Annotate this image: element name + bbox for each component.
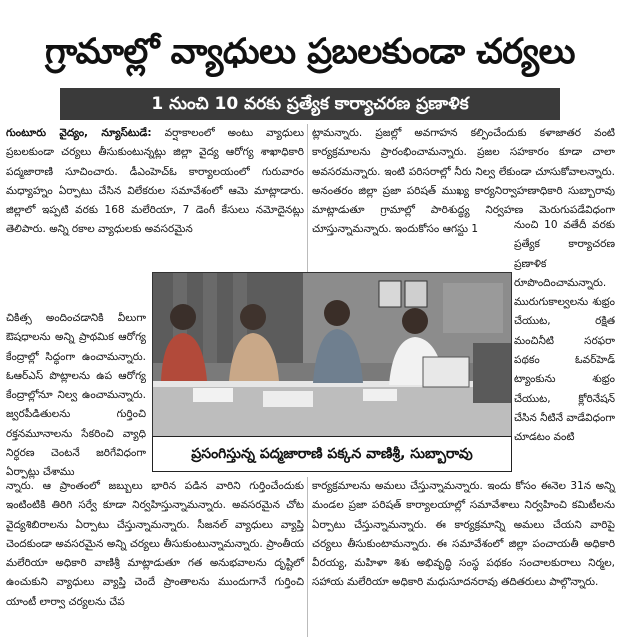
- headline: గ్రామాల్లో వ్యాధులు ప్రబలకుండా చర్యలు: [44, 32, 576, 72]
- article-right-narrow-column: [514, 216, 615, 476]
- photo-caption: ప్రసంగిస్తున్న పద్మజారాణి పక్కన వాణిశ్రీ, సుబ్బారావు: [152, 436, 512, 472]
- article-left-narrow-column: [6, 309, 146, 479]
- lead-text: వర్షాకాలంలో అంటు వ్యాధులు ప్రబలకుండా చర్యలు తీసుకుంటున్నట్లు జిల్లా వైద్య ఆరోగ్య శాఖాధికారి పద్మజారాణి సూచించారు. డీఎంహెచ్‌ఓ కార్యాలయంలో గురువారం మధ్యాహ్నం ఏర్పాటు చేసిన విలేకరుల సమావేశంలో ఆమె మాట్లాడారు. జిల్లాలో ఇప్పటి వరకు 168 మలేరియా, 7 డెంగీ కేసులు నమోదైనట్లు తెలిపారు. అన్ని రకాల వ్యాధులకు అవసరమైన: [6, 127, 304, 236]
- article-right-column: [312, 124, 615, 236]
- bottom-right-text: కార్యక్రమాలను అమలు చేస్తున్నామన్నారు. ఇందు కోసం ఈనెల 31న అన్ని మండల ప్రజా పరిషత్‌ కార్యాలయాల్లో సమావేశాలు నిర్వహించి కమిటీలను ఏర్పాటు చేస్తున్నామన్నారు. ఈ కార్యక్రమాన్ని అమలు చేయని వారిపై చర్యలు తీసుకుంటామన్నారు. ఈ సమావేశంలో జిల్లా పంచాయతీ అధికారి వీరయ్య, మహిళా శిశు అభివృద్ధి సంస్థ పథకం సంచాలకురాలు నిర్మల, సహాయ మలేరియా అధికారి మధుసూదనరావు తదితరులు పాల్గొన్నారు.: [312, 480, 615, 589]
- subheadline-band: 1 నుంచి 10 వరకు ప్రత్యేక కార్యాచరణ ప్రణాళిక: [60, 88, 560, 120]
- article-bottom-right-column: [312, 477, 615, 637]
- column-divider: [307, 477, 308, 637]
- right-narrow-text: నుంచి 10 వతేదీ వరకు ప్రత్యేక కార్యాచరణ ప్రణాళిక రూపొందించామన్నారు. మురుగుకాల్వలను శుభ్రం చేయుట, రక్షిత మంచినీటి సరఫరా పథకం ఓవర్‌హెడ్‌ ట్యాంకును శుభ్రం చేయుట, క్లోరినేషన్‌ చేసిన నీటినే వాడేవిధంగా చూడటం వంటి: [514, 219, 615, 444]
- article-bottom-left-column: [6, 477, 304, 637]
- column-divider: [307, 124, 308, 272]
- right-top-text: ట్లామన్నారు. ప్రజల్లో అవగాహన కల్పించేందుకు కళాజాతర వంటి కార్యక్రమాలను ప్రారంభించామన్నారు. ప్రజల సహకారం కూడా చాలా అవసరమన్నారు. ఇంటి పరిసరాల్లో నీరు నిల్వ లేకుండా చూసుకోవాలన్నారు. అనంతరం జిల్లా ప్రజా పరిషత్‌ ముఖ్య కార్యనిర్వాహణాధికారి సుబ్బారావు మాట్లాడుతూ గ్రామాల్లో పారిశుద్ధ్య నిర్వహణ మెరుగుపడేవిధంగా చూస్తున్నామన్నారు. ఇందుకోసం ఆగస్టు 1: [312, 127, 615, 236]
- bottom-left-text: న్నారు. ఆ ప్రాంతంలో జబ్బులు భారిన పడిన వారిని గుర్తించేందుకు ఇంటింటికి తిరిగి సర్వే కూడా నిర్వహిస్తున్నామన్నారు. అవసరమైన చోట వైద్యశిబిరాలను ఏర్పాటు చేస్తున్నామన్నారు. సీజనల్‌ వ్యాధులు వ్యాప్తి చెందకుండా అవసరమైన అన్ని చర్యలు తీసుకుంటున్నామన్నారు. ప్రాంతీయ మలేరియా అధికారి వాణిశ్రీ మాట్లాడుతూ గత అనుభవాలను దృష్టిలో ఉంచుకుని వ్యాధులు వ్యాప్తి చెందే ప్రాంతాలను ముందుగానే గుర్తించి యాంటీ లార్వా చర్యలను చేప: [6, 480, 304, 608]
- dateline: గుంటూరు వైద్యం, న్యూస్‌టుడే:: [6, 127, 152, 139]
- left-narrow-text: చికిత్స అందించడానికి వీలుగా ఔషధాలను అన్ని ప్రాథమిక ఆరోగ్య కేంద్రాల్లో సిద్ధంగా ఉంచామన్నారు. ఓఆర్‌ఎస్‌ పొట్లాలను ఉప ఆరోగ్య కేంద్రాల్లోనూ నిల్వ ఉంచామన్నారు. జ్వరపీడితులను గుర్తించి రక్తనమూనాలను సేకరించి వ్యాధి నిర్ధరణ చెంటనే జరిగేవిధంగా ఏర్పాట్లు చేశాము: [6, 312, 146, 479]
- press-meet-photo: [152, 272, 512, 438]
